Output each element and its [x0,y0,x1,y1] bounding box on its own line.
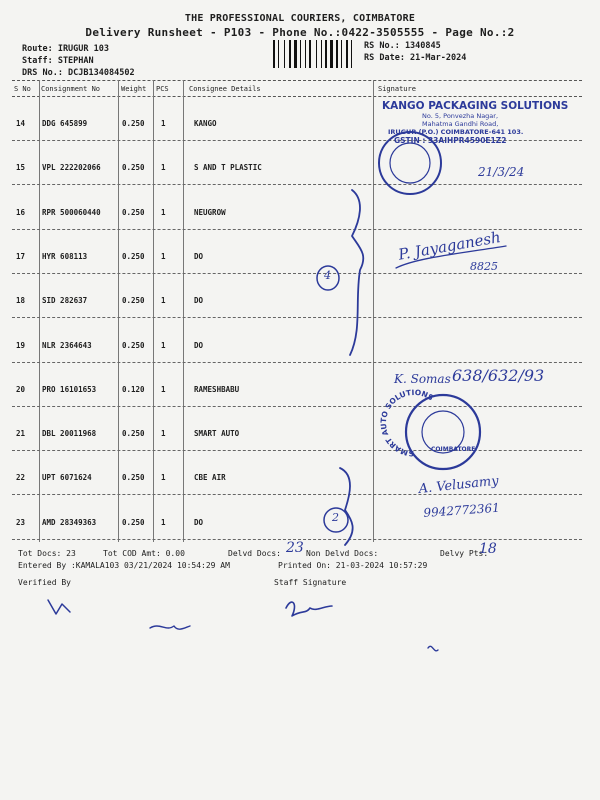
row-weight: 0.250 [122,163,145,173]
route-label: Route: IRUGUR 103 [22,44,109,54]
smart-auto-seal-text: SMART AUTO SOLUTIONS [378,387,436,459]
row-sno: 14 [16,119,26,128]
col-sno: S No [14,85,31,93]
row-consignee: KANGO [194,119,217,128]
row-weight: 0.120 [122,384,145,394]
row-consignee: DO [194,251,204,261]
handwritten-date: 21/3/24 [478,165,525,179]
verified-scribble [150,626,190,629]
kango-stamp-address: No. 5, Ponvezha Nagar, [422,112,499,120]
total-docs: Tot Docs: 23 [18,549,76,558]
row-pcs: 1 [161,429,166,439]
row-sno: 19 [16,340,26,350]
non-delivered-docs: Non Delvd Docs: [306,549,379,558]
rs-number: RS No.: 1340845 [364,41,441,51]
stray-mark [428,646,438,651]
row-pcs: 1 [161,296,166,306]
row-consignment-number: DDG 645899 [42,119,88,128]
row-consignment-number: PRO 16101653 [42,384,97,394]
smart-auto-seal-bottom: COIMBATORE [431,446,476,453]
row-sno: 16 [16,207,26,217]
col-consignment: Consignment No [41,85,101,93]
row-consignee: S AND T PLASTIC [194,163,262,173]
kango-stamp-name: KANGO PACKAGING SOLUTIONS [382,100,569,112]
circled-count: 2 [332,511,339,524]
row-pcs: 1 [161,384,166,394]
row-pcs: 1 [161,340,166,350]
row-weight: 0.250 [122,207,145,217]
company-title: THE PROFESSIONAL COURIERS, COIMBATORE [184,13,416,24]
handwritten-delivered-count: 23 [286,540,304,556]
handwritten-phone: 9942772361 [423,500,501,520]
round-seal-icon [379,132,441,194]
verified-by-label: Verified By [18,578,71,587]
kango-stamp-gstin: GSTIN : 33AIHPR4590E1Z2 [394,136,507,145]
handwritten-signature: P. Jayaganesh [397,228,502,264]
col-consignee: Consignee Details [189,85,261,93]
row-weight: 0.250 [122,296,145,306]
row-pcs: 1 [161,163,166,173]
row-consignment-number: RPR 500060440 [42,207,101,217]
smart-auto-seal-icon [406,395,480,469]
handwritten-note: 8825 [470,260,498,273]
delivery-points: Delvy Pts: [440,549,489,558]
handwritten-phone: 638/632/93 [452,366,545,385]
row-pcs: 1 [161,517,166,527]
row-weight: 0.250 [122,340,145,350]
row-consignee: DO [194,296,204,306]
row-consignment-number: AMD 28349363 [42,517,97,527]
row-sno: 15 [16,163,26,173]
row-sno: 17 [16,251,26,261]
row-weight: 0.250 [122,429,145,439]
col-pcs: PCS [156,85,169,93]
row-pcs: 1 [161,251,166,261]
brace-mark-icon [340,468,353,545]
handwritten-name: A. Velusamy [418,473,500,497]
staff-signature-scribble [286,602,332,616]
staff-label: Staff: STEPHAN [22,56,94,66]
row-sno: 23 [16,517,26,527]
delivered-docs: Delvd Docs: [228,549,281,558]
row-pcs: 1 [161,207,166,217]
row-weight: 0.250 [122,473,145,483]
handwritten-delivery-points: 18 [479,541,497,557]
row-pcs: 1 [161,119,166,128]
row-consignment-number: NLR 2364643 [42,340,92,350]
row-consignee: DO [194,517,204,527]
row-sno: 22 [16,473,26,483]
row-consignment-number: DBL 20011968 [42,429,97,439]
row-consignment-number: UPT 6071624 [42,473,92,483]
row-consignee: DO [194,340,204,350]
row-consignee: NEUGROW [194,207,226,217]
entered-by: Entered By :KAMALA103 03/21/2024 10:54:29 AM [18,561,230,570]
row-sno: 20 [16,384,26,394]
row-consignee: CBE AIR [194,473,226,483]
kango-stamp-address: Mahatma Gandhi Road, [422,120,499,128]
col-signature: Signature [378,85,416,93]
brace-mark-icon [350,190,363,355]
row-weight: 0.250 [122,517,145,527]
handwritten-name: K. Somas [394,372,451,386]
row-consignment-number: SID 282637 [42,296,88,306]
circled-count: 4 [324,269,331,282]
row-sno: 21 [16,429,26,439]
rs-date: RS Date: 21-Mar-2024 [364,53,467,63]
row-consignment-number: VPL 222202066 [42,163,101,173]
row-weight: 0.250 [122,251,145,261]
drs-number: DRS No.: DCJB134084502 [22,68,135,78]
row-consignee: SMART AUTO [194,429,240,439]
row-sno: 18 [16,296,26,306]
total-cod-amount: Tot COD Amt: 0.00 [103,549,185,558]
runsheet-subtitle: Delivery Runsheet - P103 - Phone No.:0422-3505555 - Page No.:2 [85,26,515,39]
staff-signature-label: Staff Signature [274,578,347,587]
kango-stamp-address: IRUGUR (P.O.) COIMBATORE-641 103. [388,128,524,136]
verified-initials-scribble [48,600,70,614]
row-pcs: 1 [161,473,166,483]
row-consignment-number: HYR 608113 [42,251,88,261]
printed-on: Printed On: 21-03-2024 10:57:29 [278,561,428,570]
row-consignee: RAMESHBABU [194,384,240,394]
row-weight: 0.250 [122,119,145,128]
col-weight: Weight [121,85,147,93]
